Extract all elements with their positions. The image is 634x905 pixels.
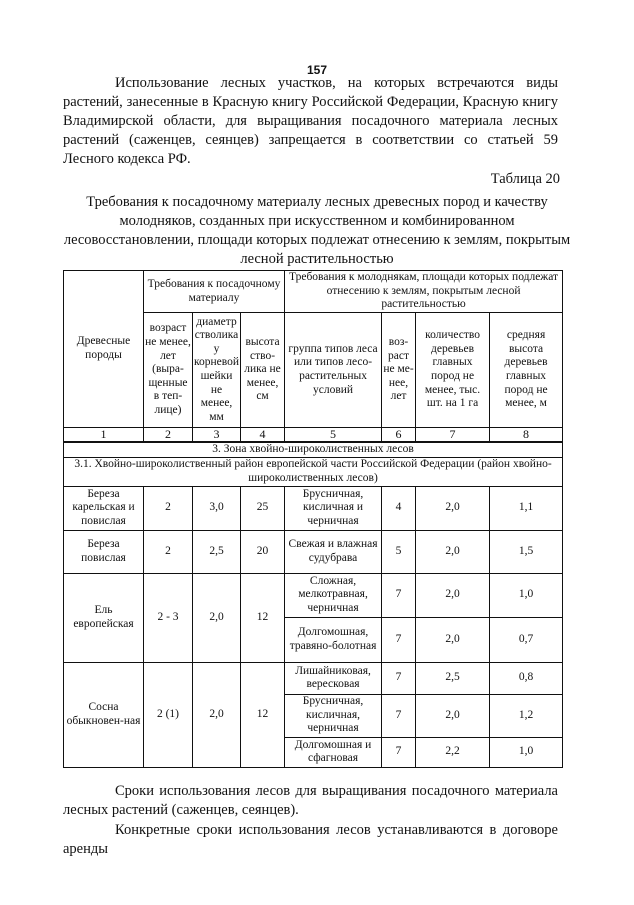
forest-type-cell: Долгомошная и сфагновая <box>285 737 382 767</box>
column-number: 5 <box>285 428 382 443</box>
column-number: 8 <box>490 428 563 443</box>
requirements-table <box>63 270 562 768</box>
young-age-cell: 7 <box>382 573 416 617</box>
diameter-cell: 2,0 <box>193 662 241 767</box>
young-age-cell: 5 <box>382 530 416 573</box>
diameter-cell: 2,5 <box>193 530 241 573</box>
young-age-cell: 7 <box>382 694 416 737</box>
table-number: Таблица 20 <box>490 171 560 187</box>
header-planting-material: Требования к посадочному материалу <box>144 271 285 313</box>
column-number: 7 <box>416 428 490 443</box>
tree-count-cell: 2,0 <box>416 530 490 573</box>
species-cell: Береза повислая <box>64 530 144 573</box>
header-young-age: воз-раст не ме-нее, лет <box>382 313 416 428</box>
height-cell: 20 <box>241 530 285 573</box>
species-cell: Береза карельская и повислая <box>64 486 144 530</box>
forest-type-cell: Свежая и влажная судубрава <box>285 530 382 573</box>
forest-type-cell: Брусничная, кисличная и черничная <box>285 486 382 530</box>
age-cell: 2 (1) <box>144 662 193 767</box>
avg-height-cell: 1,0 <box>490 737 563 767</box>
diameter-cell: 3,0 <box>193 486 241 530</box>
intro-paragraph: Использование лесных участков, на которых встречаются виды растений, занесенные в Красную книгу Российской Федерации, Красную книгу Владимирской области, для выращивания посадочного материала лесных растений (саженцев, сеянцев) запрещается в соответствии со статьей 59 Лесного кодекса РФ. <box>63 75 558 167</box>
closing-paragraph-1: Сроки использования лесов для выращивания посадочного материала лесных растений (саженцев, сеянцев). <box>63 783 558 818</box>
avg-height-cell: 1,5 <box>490 530 563 573</box>
column-number: 2 <box>144 428 193 443</box>
column-number: 1 <box>64 428 144 443</box>
avg-height-cell: 0,8 <box>490 662 563 694</box>
column-number: 3 <box>193 428 241 443</box>
header-tree-count: количество деревьев главных пород не менее, тыс. шт. на 1 га <box>416 313 490 428</box>
young-age-cell: 4 <box>382 486 416 530</box>
height-cell: 25 <box>241 486 285 530</box>
avg-height-cell: 1,2 <box>490 694 563 737</box>
age-cell: 2 - 3 <box>144 573 193 662</box>
young-age-cell: 7 <box>382 737 416 767</box>
header-avg-height: средняя высота деревьев главных пород не менее, м <box>490 313 563 428</box>
header-diameter: диаметр стволика у корневой шейки не менее, мм <box>193 313 241 428</box>
header-young-stands: Требования к молоднякам, площади которых подлежат отнесению к землям, покрытым лесной растительностью <box>285 271 563 313</box>
tree-count-cell: 2,0 <box>416 486 490 530</box>
table-row <box>64 573 563 617</box>
forest-type-cell: Лишайниковая, вересковая <box>285 662 382 694</box>
young-age-cell: 7 <box>382 662 416 694</box>
avg-height-cell: 0,7 <box>490 617 563 662</box>
height-cell: 12 <box>241 573 285 662</box>
height-cell: 12 <box>241 662 285 767</box>
closing-paragraph-2: Конкретные сроки использования лесов устанавливаются в договоре аренды <box>63 822 558 857</box>
tree-count-cell: 2,0 <box>416 694 490 737</box>
diameter-cell: 2,0 <box>193 573 241 662</box>
forest-type-cell: Сложная, мелкотравная, черничная <box>285 573 382 617</box>
tree-count-cell: 2,2 <box>416 737 490 767</box>
header-age: возраст не менее, лет (выра-щенные в теп-лице) <box>144 313 193 428</box>
avg-height-cell: 1,0 <box>490 573 563 617</box>
age-cell: 2 <box>144 530 193 573</box>
species-cell: Ель европейская <box>64 573 144 662</box>
young-age-cell: 7 <box>382 617 416 662</box>
table-row <box>64 530 563 573</box>
column-number: 4 <box>241 428 285 443</box>
forest-type-cell: Брусничная, кисличная, черничная <box>285 694 382 737</box>
table-title: Требования к посадочному материалу лесных древесных пород и качеству молодняков, созданных при искусственном и комбинированном лесовосстановлении, площади которых подлежат отнесению к землям, покрытым лесной растительностью <box>63 194 571 267</box>
forest-type-cell: Долгомошная, травяно-болотная <box>285 617 382 662</box>
region-row: 3.1. Хвойно-широколиственный район европейской части Российской Федерации (район хвойно-широколиственных лесов) <box>64 457 563 486</box>
tree-count-cell: 2,0 <box>416 573 490 617</box>
tree-count-cell: 2,0 <box>416 617 490 662</box>
column-number: 6 <box>382 428 416 443</box>
header-height: высота ство-лика не менее, см <box>241 313 285 428</box>
table-row <box>64 486 563 530</box>
table-row <box>64 662 563 694</box>
species-cell: Сосна обыкновен-ная <box>64 662 144 767</box>
header-forest-type: группа типов леса или типов лесо-растительных условий <box>285 313 382 428</box>
page-number: 157 <box>306 63 328 77</box>
tree-count-cell: 2,5 <box>416 662 490 694</box>
zone-row: 3. Зона хвойно-широколиственных лесов <box>64 442 563 457</box>
avg-height-cell: 1,1 <box>490 486 563 530</box>
header-species: Древесные породы <box>64 271 144 428</box>
age-cell: 2 <box>144 486 193 530</box>
